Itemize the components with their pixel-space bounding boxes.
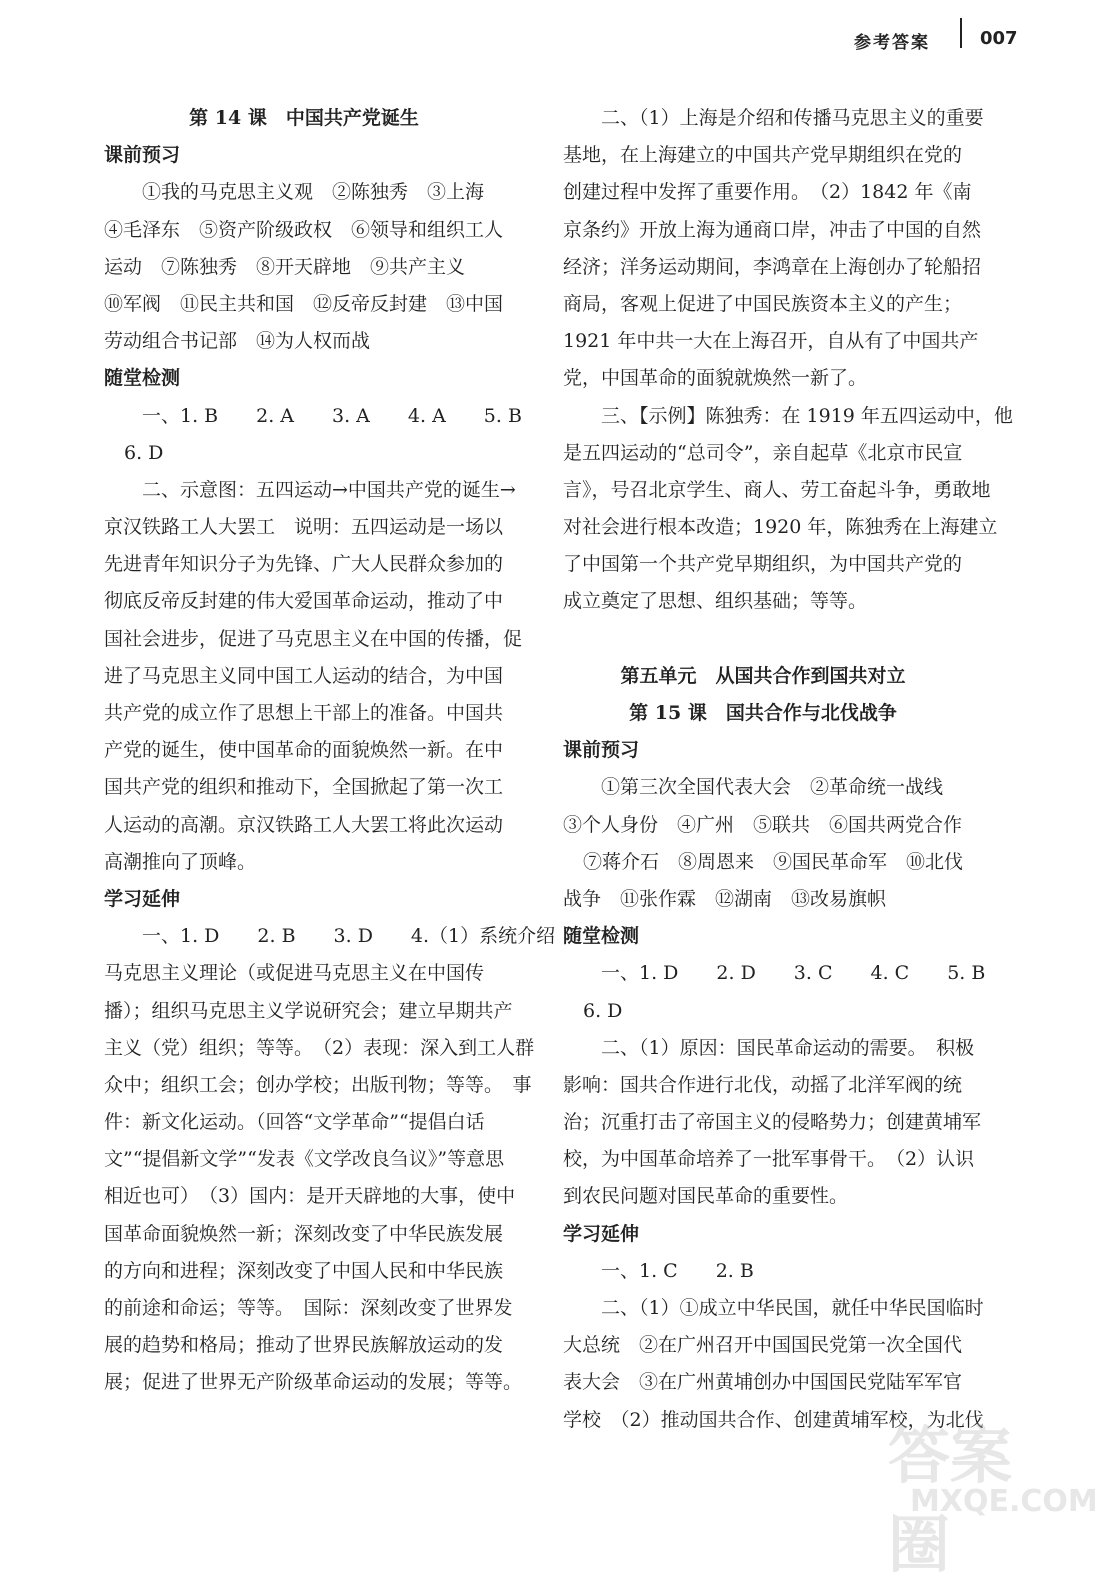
paragraph-start: 二、（1）原因：国民革命运动的需要。 积极: [601, 1036, 975, 1059]
section-title: 第 14 课 中国共产党诞生: [189, 107, 419, 129]
text-line: 战争 ⑪张作霖 ⑫湖南 ⑬改易旗帜: [563, 887, 887, 910]
text-line: 共产党的成立作了思想上干部上的准备。中国共: [104, 702, 504, 724]
subsection-heading: 随堂检测: [104, 367, 181, 390]
text-line: 展；促进了世界无产阶级革命运动的发展；等等。: [104, 1371, 523, 1394]
text-line: ⑩军阀 ⑪民主共和国 ⑫反帝反封建 ⑬中国: [104, 292, 504, 315]
text-line: 表大会 ③在广州黄埔创办中国国民党陆军军官: [563, 1371, 963, 1394]
text-line: 马克思主义理论（或促进马克思主义在中国传: [104, 962, 485, 985]
text-line: 运动 ⑦陈独秀 ⑧开天辟地 ⑨共产主义: [104, 255, 466, 278]
text-line: 基地，在上海建立的中国共产党早期组织在党的: [563, 144, 963, 167]
paragraph-start: 一、1. D 2. D 3. C 4. C 5. B: [601, 962, 986, 985]
text-line: 先进青年知识分子为先锋、广大人民群众参加的: [104, 553, 504, 576]
text-line: 到农民问题对国民革命的重要性。: [563, 1185, 849, 1208]
text-line: 国共产党的组织和推动下，全国掀起了第一次工: [104, 776, 504, 799]
paragraph-start: 二、（1）上海是介绍和传播马克思主义的重要: [601, 107, 984, 129]
subsection-heading: 随堂检测: [563, 925, 640, 948]
text-line: 劳动组合书记部 ⑭为人权而战: [104, 330, 371, 353]
text-line: 进了马克思主义同中国工人运动的结合，为中国: [104, 664, 504, 687]
text-line: 高潮推向了顶峰。: [104, 850, 257, 873]
text-line: 的方向和进程；深刻改变了中国人民和中华民族: [104, 1259, 504, 1282]
text-line: 相近也可） （3）国内：是开天辟地的大事，使中: [104, 1185, 516, 1208]
text-line: 1921 年中共一大在上海召开，自从有了中国共产: [563, 330, 979, 353]
text-line: 影响：国共合作进行北伐，动摇了北洋军阀的统: [563, 1073, 963, 1096]
text-line: 是五四运动的“总司令”，亲自起草《北京市民宣: [563, 441, 963, 464]
text-line: 展的趋势和格局；推动了世界民族解放运动的发: [104, 1334, 504, 1357]
section-title: 第 15 课 国共合作与北伐战争: [629, 702, 897, 724]
section-title: 第五单元 从国共合作到国共对立: [620, 664, 906, 687]
watermark-url: MXQE.COM: [910, 1484, 1098, 1519]
paragraph-start: 二、示意图：五四运动→中国共产党的诞生→: [142, 478, 516, 501]
running-header-title: 参考答案: [854, 33, 930, 53]
text-line: 党，中国革命的面貌就焕然一新了。: [563, 367, 868, 390]
left-column: [104, 100, 556, 1402]
paragraph-start: 一、1. B 2. A 3. A 4. A 5. B: [142, 404, 522, 427]
text-line: 治；沉重打击了帝国主义的侵略势力；创建黄埔军: [563, 1111, 982, 1134]
page-number: 007: [980, 28, 1018, 49]
watermark-text: 答案圈: [888, 1419, 1013, 1581]
subsection-heading: 学习延伸: [104, 887, 181, 910]
text-line: 商局，客观上促进了中国民族资本主义的产生；: [563, 292, 963, 315]
text-line: 文”“提倡新文学”“发表《文学改良刍议》”等意思: [104, 1148, 505, 1171]
paragraph-start: 二、（1）①成立中华民国，就任中华民国临时: [601, 1297, 984, 1319]
text-line: 大总统 ②在广州召开中国国民党第一次全国代: [563, 1334, 963, 1357]
subsection-heading: 课前预习: [563, 739, 640, 762]
text-line: 件：新文化运动。（回答“文学革命”“提倡白话: [104, 1111, 485, 1134]
text-line: 6. D: [583, 999, 623, 1022]
text-line: 对社会进行根本改造；1920 年，陈独秀在上海建立: [563, 516, 998, 539]
header-divider: [960, 18, 962, 48]
watermark-logo: [880, 1406, 1098, 1581]
text-line: 的前途和命运；等等。 国际：深刻改变了世界发: [104, 1297, 513, 1319]
subsection-heading: 课前预习: [104, 144, 181, 167]
text-line: 国革命面貌焕然一新；深刻改变了中华民族发展: [104, 1222, 504, 1245]
text-line: 人运动的高潮。京汉铁路工人大罢工将此次运动: [104, 813, 504, 836]
text-line: 彻底反帝反封建的伟大爱国革命运动，推动了中: [104, 590, 504, 613]
text-line: 创建过程中发挥了重要作用。 （2）1842 年《南: [563, 181, 972, 204]
text-line: 播）；组织马克思主义学说研究会；建立早期共产: [104, 999, 513, 1022]
paragraph-start: 三、【示例】陈独秀：在 1919 年五四运动中，他: [601, 404, 1013, 427]
text-line: 国社会进步，促进了马克思主义在中国的传播，促: [104, 627, 523, 650]
text-line: 经济；洋务运动期间，李鸿章在上海创办了轮船招: [563, 255, 982, 278]
text-line: ⑦蒋介石 ⑧周恩来 ⑨国民革命军 ⑩北伐: [583, 850, 964, 873]
text-line: 6. D: [124, 441, 164, 464]
text-line: 了中国第一个共产党早期组织，为中国共产党的: [563, 553, 963, 576]
text-line: ④毛泽东 ⑤资产阶级政权 ⑥领导和组织工人: [104, 218, 504, 241]
paragraph-start: ①我的马克思主义观 ②陈独秀 ③上海: [142, 181, 485, 204]
text-line: 校，为中国革命培养了一批军事骨干。 （2）认识: [563, 1148, 975, 1171]
subsection-heading: 学习延伸: [563, 1222, 640, 1245]
paragraph-start: 一、1. C 2. B: [601, 1259, 754, 1282]
text-line: 言》，号召北京学生、商人、劳工奋起斗争，勇敢地: [563, 478, 991, 501]
paragraph-start: ①第三次全国代表大会 ②革命统一战线: [601, 776, 944, 799]
text-line: ③个人身份 ④广州 ⑤联共 ⑥国共两党合作: [563, 813, 963, 836]
right-column: [563, 100, 1013, 1439]
section-spacer: [563, 621, 963, 658]
paragraph-start: 一、1. D 2. B 3. D 4.（1）系统介绍: [142, 925, 556, 948]
text-line: 学校 （2）推动国共合作、创建黄埔军校，为北伐: [563, 1408, 984, 1431]
text-line: 产党的诞生，使中国革命的面貌焕然一新。在中: [104, 739, 504, 762]
text-line: 众中；组织工会；创办学校；出版刊物；等等。 事: [104, 1073, 532, 1096]
text-line: 京汉铁路工人大罢工 说明：五四运动是一场以: [104, 516, 504, 539]
text-line: 成立奠定了思想、组织基础；等等。: [563, 590, 868, 613]
text-line: 主义（党）组织；等等。 （2）表现：深入到工人群: [104, 1036, 535, 1059]
text-line: 京条约》开放上海为通商口岸，冲击了中国的自然: [563, 218, 982, 241]
